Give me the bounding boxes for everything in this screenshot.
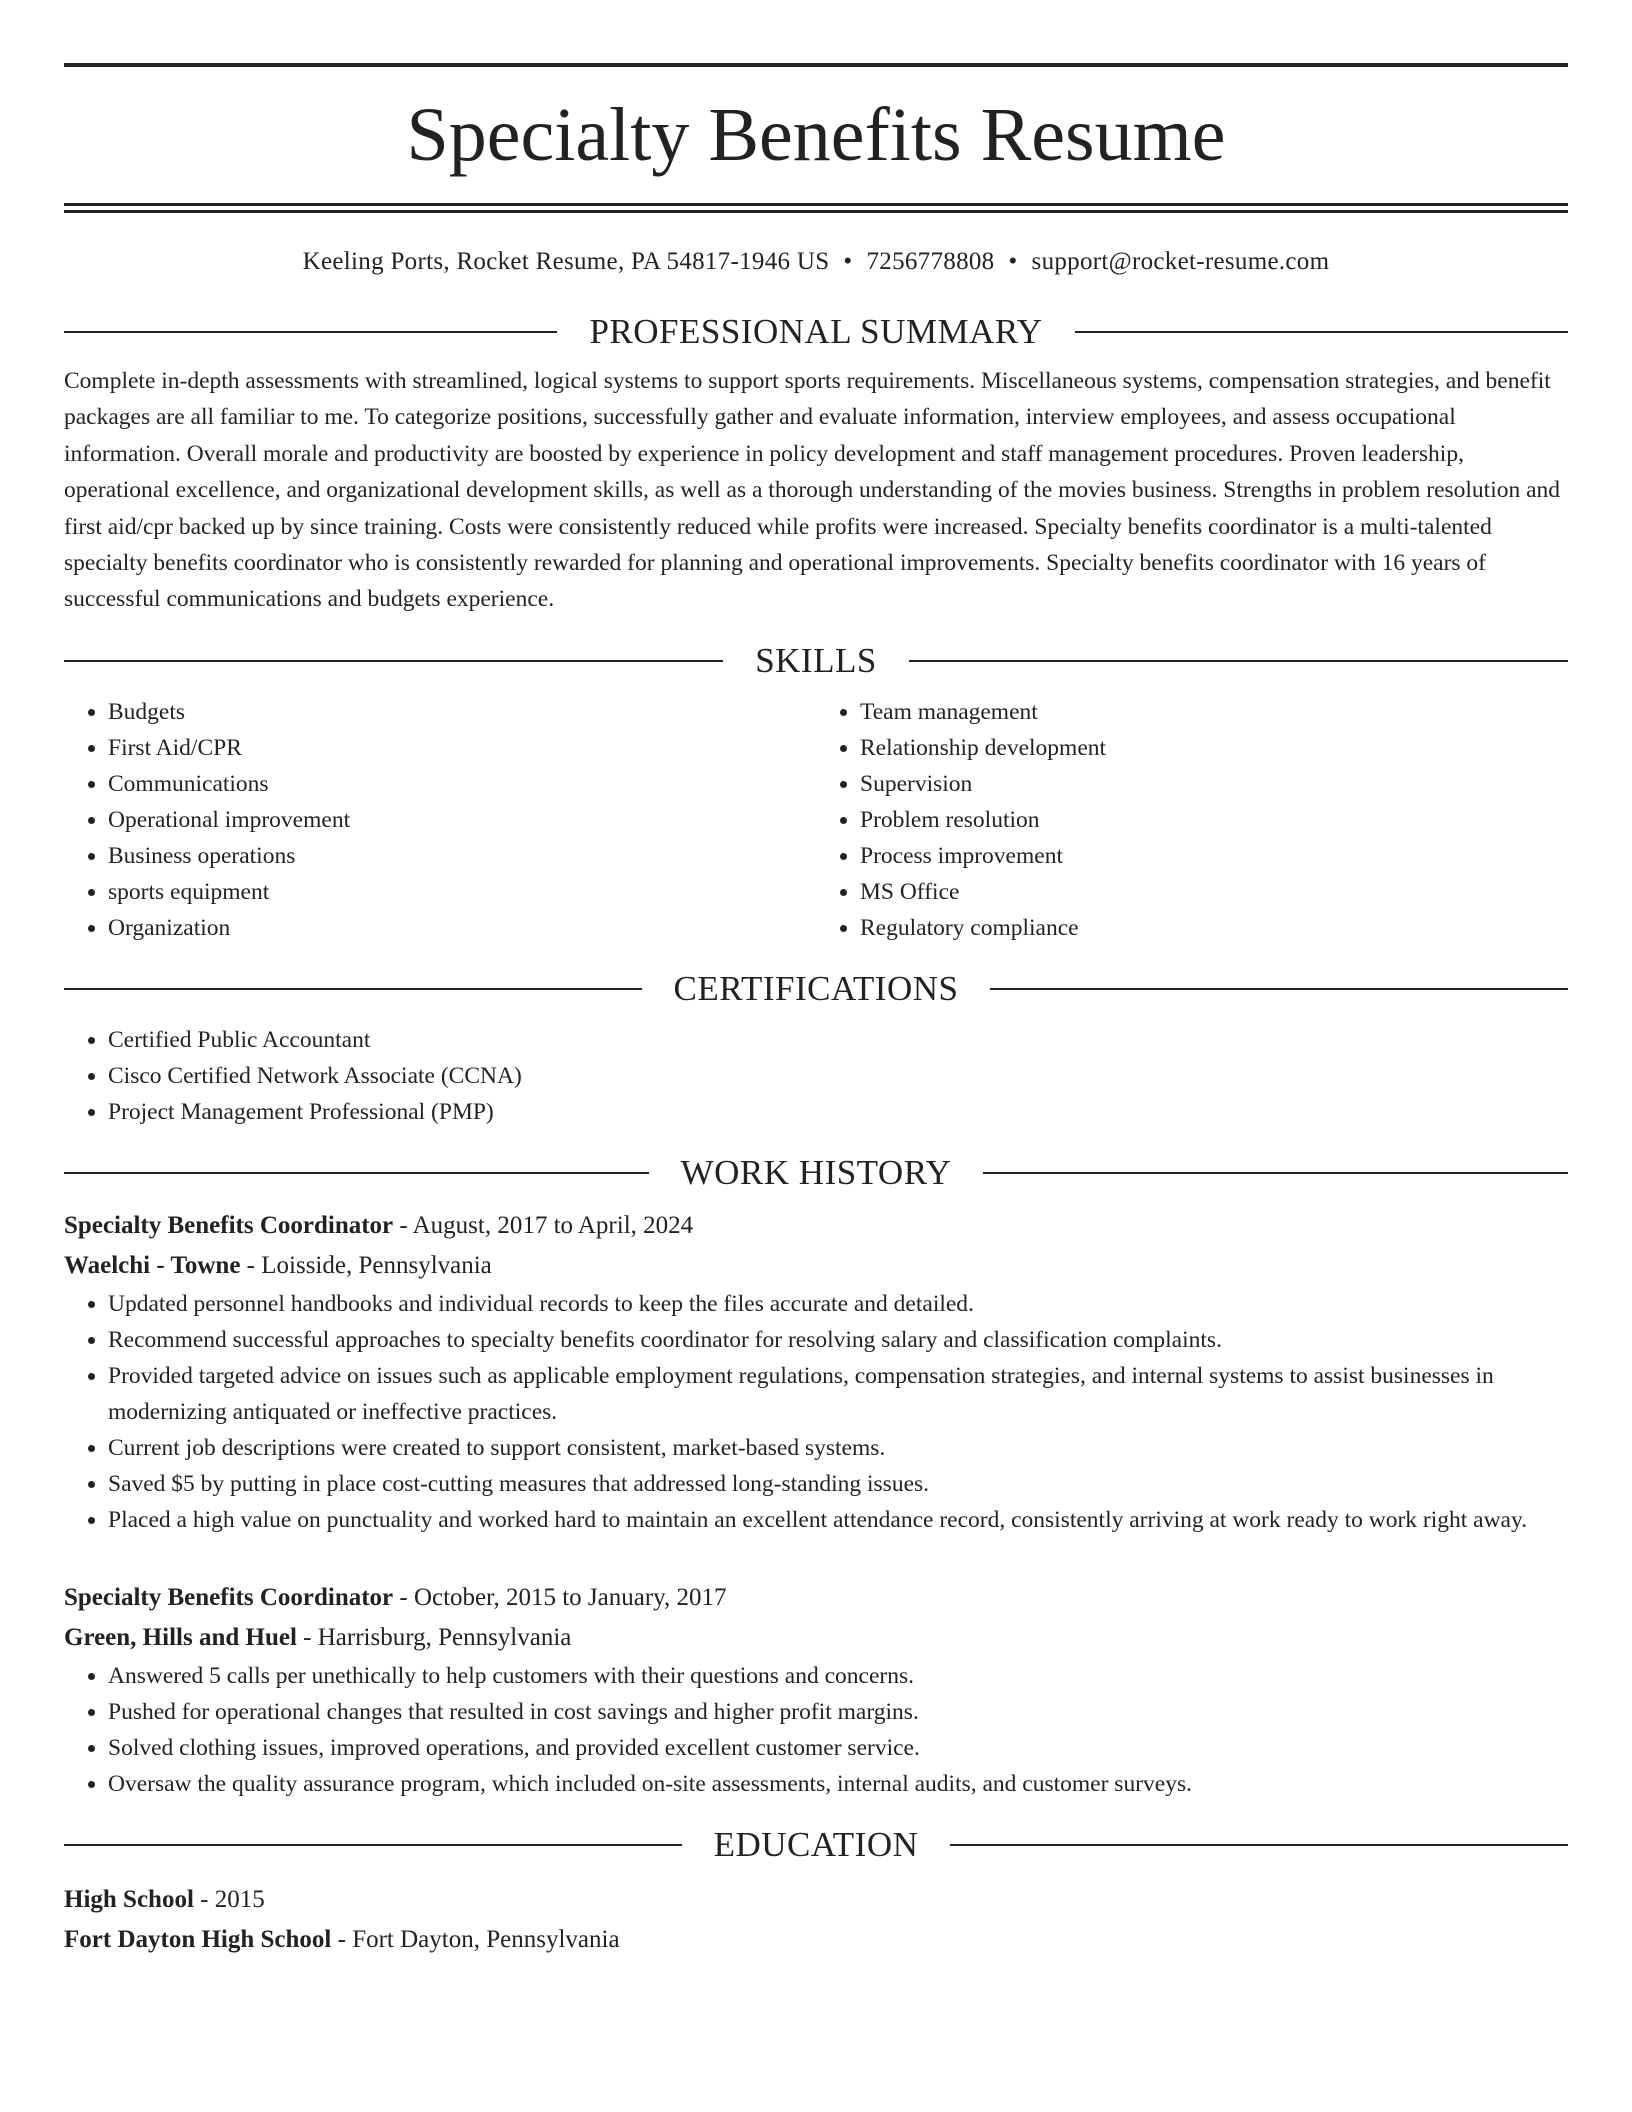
skills-list [64,694,1568,946]
skill-item: • Communications [108,766,816,802]
job-location: - Harrisburg, Pennsylvania [296,1623,572,1651]
title-double-rule [64,203,1568,213]
job-entry [64,1206,1568,1538]
job-company: Green, Hills and Huel [64,1623,297,1651]
skill-item: • Budgets [108,694,816,730]
job-company-line [64,1246,1568,1286]
job-bullet: • Solved clothing issues, improved operations, and provided excellent customer service. [108,1730,1568,1766]
education-year: - 2015 [193,1885,265,1913]
skill-item: • Business operations [108,838,816,874]
job-location: - Loisside, Pennsylvania [240,1251,492,1279]
section-rule [64,660,723,662]
education-degree-line [64,1880,1568,1920]
job-bullet: • Updated personnel handbooks and individual records to keep the files accurate and detailed. [108,1286,1568,1322]
skill-item: • Operational improvement [108,802,816,838]
section-rule [909,660,1568,662]
job-title-line [64,1206,1568,1246]
certification-item: • Project Management Professional (PMP) [108,1094,1568,1130]
job-dates: - August, 2017 to April, 2024 [393,1211,694,1239]
section-rule [64,331,557,333]
skill-item: • Process improvement [860,838,1568,874]
contact-line [64,247,1568,277]
contact-separator: • [1008,248,1018,275]
section-rule [64,1172,649,1174]
contact-separator: • [843,248,853,275]
summary-section-header [64,311,1568,353]
job-bullets [64,1286,1568,1538]
contact-phone: 7256778808 [866,248,995,275]
work-section-header [64,1152,1568,1194]
skill-item: • sports equipment [108,874,816,910]
section-title: PROFESSIONAL SUMMARY [589,312,1043,351]
summary-paragraph: Complete in-depth assessments with streamlined, logical systems to support sports requirements. Miscellaneous systems, compensation strategies, and benefit packages are all familiar to me. To categorize positions, successfully gather and evaluate information, interview employees, and assess occupational information. Overall morale and productivity are boosted by experience in policy development and staff management procedures. Proven leadership, operational excellence, and organizational development skills, as well as a thorough understanding of the movies business. Strengths in problem resolution and first aid/cpr backed up by since training. Costs were consistently reduced while profits were increased. Specialty benefits coordinator is a multi-talented specialty benefits coordinator who is consistently rewarded for planning and operational improvements. Specialty benefits coordinator with 16 years of successful communications and budgets experience. [64,368,1561,613]
skill-item: • MS Office [860,874,1568,910]
section-rule [990,988,1568,990]
skill-item: • Team management [860,694,1568,730]
top-rule [64,63,1568,67]
contact-address: Keeling Ports, Rocket Resume, PA 54817-1946 US [302,248,830,275]
education-school: Fort Dayton High School [64,1925,332,1953]
job-bullet: • Answered 5 calls per unethically to help customers with their questions and concerns. [108,1658,1568,1694]
certifications-section-header [64,968,1568,1010]
certification-item: • Cisco Certified Network Associate (CCNA) [108,1058,1568,1094]
skill-item: • Regulatory compliance [860,910,1568,946]
job-title-line [64,1578,1568,1618]
job-bullet: • Placed a high value on punctuality and worked hard to maintain an excellent attendance record, consistently arriving at work ready to work right away. [108,1502,1568,1538]
skills-section-header [64,640,1568,682]
section-rule [950,1844,1568,1846]
skill-item: • Organization [108,910,816,946]
skill-item: • First Aid/CPR [108,730,816,766]
job-title: Specialty Benefits Coordinator [64,1211,394,1239]
resume-title: Specialty Benefits Resume [406,93,1226,177]
contact-email: support@rocket-resume.com [1031,248,1330,275]
education-school-line [64,1920,1568,1960]
certifications-list [64,1022,1568,1130]
job-entry [64,1578,1568,1802]
skills-column-right [816,694,1568,946]
section-title: CERTIFICATIONS [673,968,959,1008]
job-company-line [64,1618,1568,1658]
job-bullet: • Pushed for operational changes that resulted in cost savings and higher profit margins. [108,1694,1568,1730]
job-bullet: • Recommend successful approaches to specialty benefits coordinator for resolving salary and classification complaints. [108,1322,1568,1358]
section-rule [1075,331,1568,333]
section-title: EDUCATION [713,1824,919,1864]
job-bullet: • Saved $5 by putting in place cost-cutting measures that addressed long-standing issues. [108,1466,1568,1502]
skill-item: • Relationship development [860,730,1568,766]
education-section-header [64,1824,1568,1866]
education-location: - Fort Dayton, Pennsylvania [331,1925,620,1953]
job-bullet: • Provided targeted advice on issues such as applicable employment regulations, compensation strategies, and internal systems to assist businesses in modernizing antiquated or ineffective practices. [108,1358,1568,1430]
skills-column-left [64,694,816,946]
job-title: Specialty Benefits Coordinator [64,1583,394,1611]
skill-item: • Problem resolution [860,802,1568,838]
section-rule [64,1844,682,1846]
certification-item: • Certified Public Accountant [108,1022,1568,1058]
section-title: SKILLS [755,640,877,680]
job-bullet: • Current job descriptions were created to support consistent, market-based systems. [108,1430,1568,1466]
job-dates: - October, 2015 to January, 2017 [393,1583,727,1611]
section-title: WORK HISTORY [680,1152,952,1192]
education-degree: High School [64,1885,194,1913]
section-rule [64,988,642,990]
section-rule [983,1172,1568,1174]
job-company: Waelchi - Towne [64,1251,241,1279]
skill-item: • Supervision [860,766,1568,802]
job-bullet: • Oversaw the quality assurance program, which included on-site assessments, internal audits, and customer surveys. [108,1766,1568,1802]
job-bullets [64,1658,1568,1802]
